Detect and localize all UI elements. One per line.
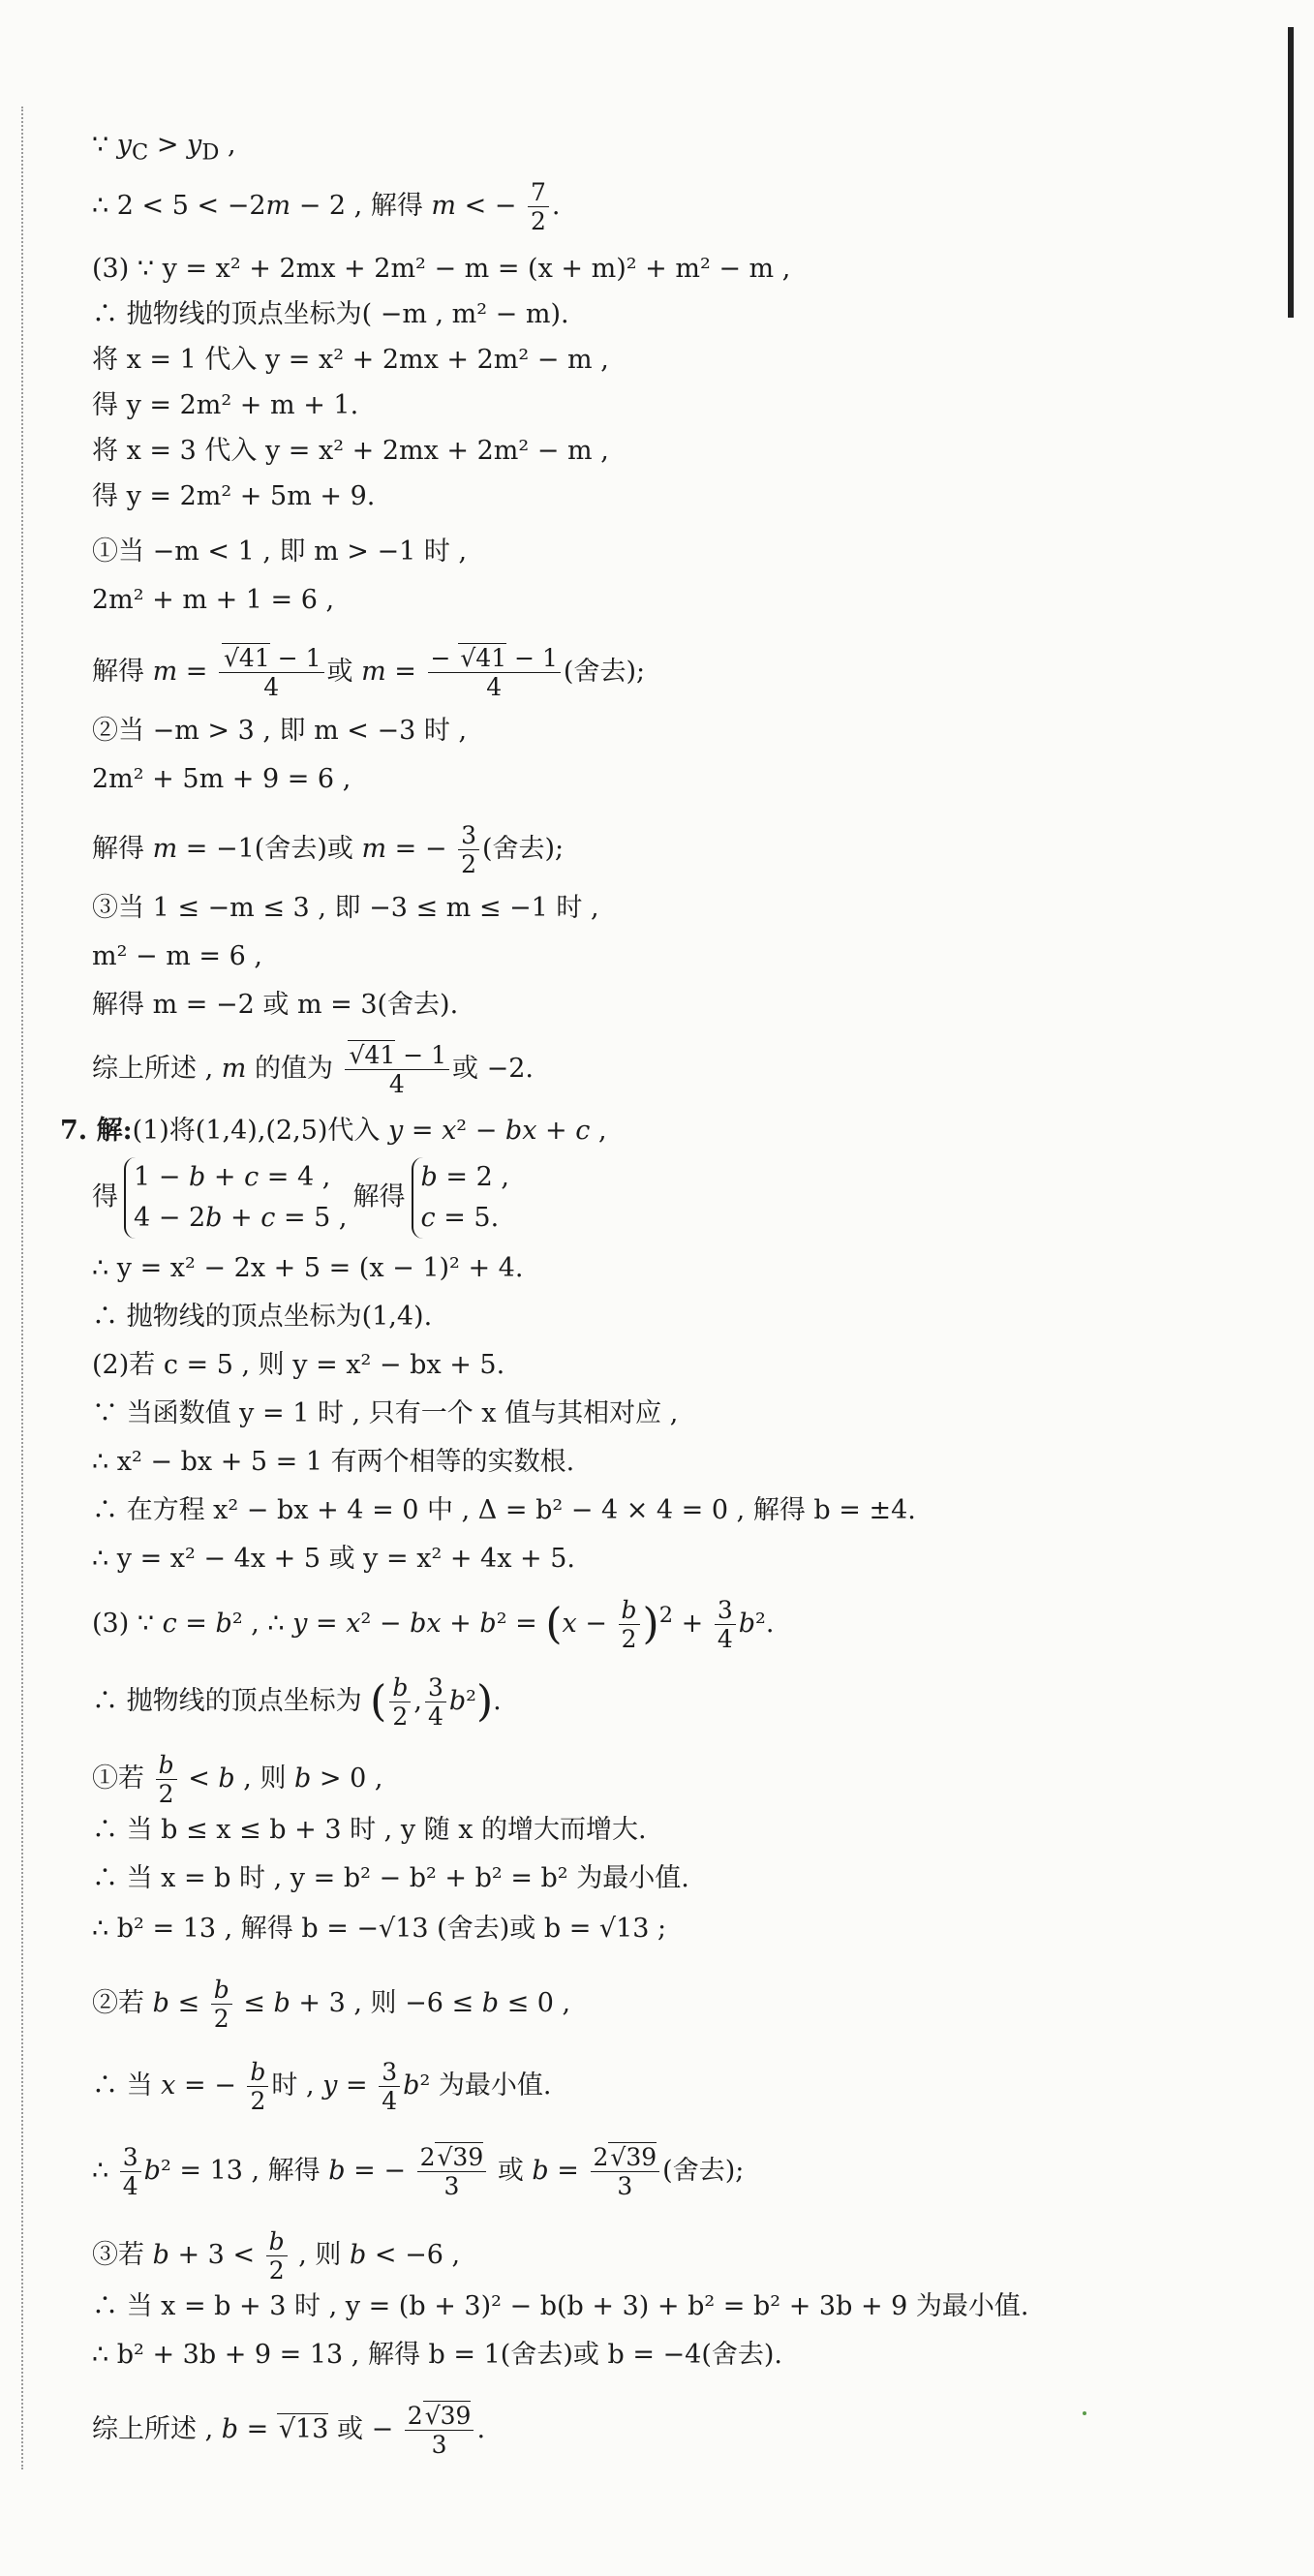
solution-line-4: ∴ 抛物线的顶点坐标为( −m , m² − m).: [92, 299, 569, 329]
page-edge-bar: [1288, 27, 1294, 318]
solution-line-33: ∴ b² = 13 , 解得 b = −√13 (舍去)或 b = √13 ;: [92, 1914, 667, 1944]
solution-line-37: ③若 b + 3 < $\frac{b}{2}$ , 则 b < −6 ,: [92, 2227, 461, 2285]
solution-line-34: ②若 b ≤ $\frac{b}{2}$ ≤ b + 3 , 则 −6 ≤ b ≤ 0 ,: [92, 1976, 571, 2033]
solution-line-3: (3) ∵ y = x² + 2mx + 2m² − m = (x + m)² + m² − m ,: [92, 254, 791, 284]
solution-line-13: 2m² + 5m + 9 = 6 ,: [92, 764, 351, 794]
solution-line-23: (2)若 c = 5 , 则 y = x² − bx + 5.: [92, 1350, 505, 1380]
page-speck: [1083, 2411, 1086, 2415]
solution-line-15: ③当 1 ≤ −m ≤ 3 , 即 −3 ≤ m ≤ −1 时 ,: [92, 893, 599, 923]
solution-line-38: ∴ 当 x = b + 3 时 , y = (b + 3)² − b(b + 3) + b² = b² + 3b + 9 为最小值.: [92, 2291, 1029, 2321]
solution-line-21: ∴ y = x² − 2x + 5 = (x − 1)² + 4.: [92, 1253, 524, 1283]
solution-line-20: 得 1 − b + c = 4 , 4 − 2b + c = 5 , 解得 b = 2 , c = 5.: [92, 1157, 515, 1239]
solution-line-28: (3) ∵ c = b² , ∴ y = x² − bx + b² = (x − $\frac{b}{2}$ )$^2$ + $\frac{3}{4}$ b².: [92, 1596, 775, 1653]
solution-line-2: ∴ 2 < 5 < −2m − 2 , 解得 m < − $\frac{7}{2}$ .: [92, 178, 561, 235]
solution-line-26: ∴ 在方程 x² − bx + 4 = 0 中 , Δ = b² − 4 × 4 = 0 , 解得 b = ±4.: [92, 1495, 916, 1525]
solution-line-39: ∴ b² + 3b + 9 = 13 , 解得 b = 1(舍去)或 b = −4(舍去).: [92, 2340, 782, 2370]
binding-margin-dotted-line: [21, 107, 23, 2469]
solution-line-1: ∵ $y_C > y_D$ ,: [92, 130, 236, 166]
solution-line-36: ∴ $\frac{3}{4}$ b² = 13 , 解得 b = − $\frac{2√39}{3}$ 或 b = $\frac{2√39}{3}$ (舍去);: [92, 2143, 745, 2200]
solution-line-16: m² − m = 6 ,: [92, 941, 262, 971]
solution-line-9: ①当 −m < 1 , 即 m > −1 时 ,: [92, 537, 468, 567]
solution-line-17: 解得 m = −2 或 m = 3(舍去).: [92, 990, 459, 1020]
solution-line-27: ∴ y = x² − 4x + 5 或 y = x² + 4x + 5.: [92, 1544, 576, 1574]
solution-line-40: 综上所述 , b = √13 或 − $\frac{2√39}{3}$ .: [92, 2402, 486, 2459]
solution-line-35: ∴ 当 x = − $\frac{b}{2}$ 时 , y = $\frac{3}{4}$ b² 为最小值.: [92, 2058, 552, 2115]
solution-line-18: 综上所述 , m 的值为 $\frac{√41 - 1}{4}$ 或 −2.: [92, 1041, 534, 1098]
solution-line-24: ∵ 当函数值 y = 1 时 , 只有一个 x 值与其相对应 ,: [92, 1398, 679, 1428]
solution-line-14: 解得 m = −1(舍去)或 m = − $\frac{3}{2}$ (舍去);: [92, 821, 565, 878]
solution-line-32: ∴ 当 x = b 时 , y = b² − b² + b² = b² 为最小值.: [92, 1863, 689, 1893]
solution-line-8: 得 y = 2m² + 5m + 9.: [92, 481, 376, 511]
solution-line-31: ∴ 当 b ≤ x ≤ b + 3 时 , y 随 x 的增大而增大.: [92, 1815, 647, 1845]
solution-line-12: ②当 −m > 3 , 即 m < −3 时 ,: [92, 716, 468, 746]
problem-7-header: 7. 解:(1)将(1,4),(2,5)代入 y = x² − bx + c ,: [60, 1116, 607, 1146]
solution-line-6: 得 y = 2m² + m + 1.: [92, 390, 359, 420]
solution-line-22: ∴ 抛物线的顶点坐标为(1,4).: [92, 1302, 433, 1332]
solution-line-30: ①若 $\frac{b}{2}$ < b , 则 b > 0 ,: [92, 1751, 383, 1808]
solution-line-29: ∴ 抛物线的顶点坐标为 ( $\frac{b}{2}$ , $\frac{3}{4}$ b²).: [92, 1673, 502, 1731]
solution-line-7: 将 x = 3 代入 y = x² + 2mx + 2m² − m ,: [92, 436, 609, 466]
solution-line-10: 2m² + m + 1 = 6 ,: [92, 585, 335, 615]
solution-line-5: 将 x = 1 代入 y = x² + 2mx + 2m² − m ,: [92, 345, 609, 375]
solution-line-11: 解得 m = $\frac{√41 - 1}{4}$ 或 m = $\frac{- √41 - 1}{4}$ (舍去);: [92, 644, 646, 701]
solution-line-25: ∴ x² − bx + 5 = 1 有两个相等的实数根.: [92, 1447, 575, 1477]
